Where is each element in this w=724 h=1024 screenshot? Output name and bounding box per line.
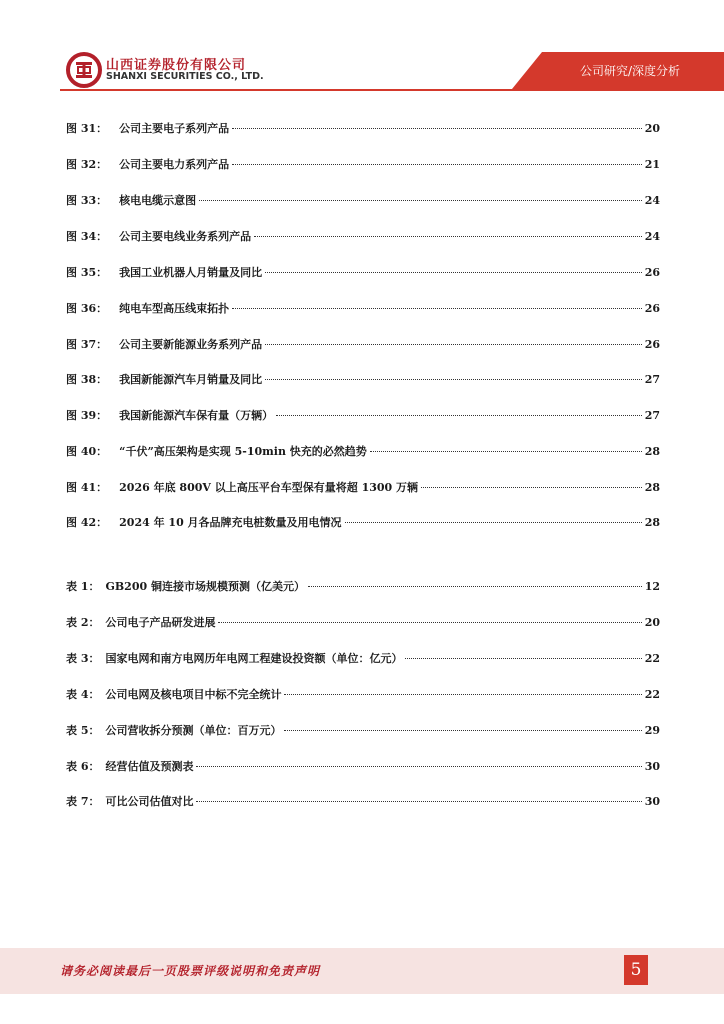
- toc-page: 29: [644, 724, 660, 737]
- page-header: [0, 0, 724, 100]
- toc-page: 22: [644, 652, 660, 665]
- toc-label: 表 5：: [66, 724, 100, 737]
- toc-label: 表 2：: [66, 616, 100, 629]
- toc-title: 公司电子产品研发进展: [105, 616, 216, 629]
- toc-label: 图 38：: [66, 373, 108, 386]
- disclaimer-notice: 请务必阅读最后一页股票评级说明和免责声明: [60, 964, 321, 978]
- toc-row-figure-33[interactable]: [66, 192, 660, 208]
- toc-title: 2024 年 10 月各品牌充电桩数量及用电情况: [119, 516, 342, 529]
- toc-label: 表 6：: [66, 760, 100, 773]
- toc-page: 24: [644, 194, 660, 207]
- toc-title: GB200 铜连接市场规模预测（亿美元）: [105, 580, 305, 593]
- toc-title: 核电电缆示意图: [119, 194, 197, 207]
- toc-page: 28: [644, 481, 660, 494]
- toc-row-figure-39[interactable]: [66, 407, 660, 423]
- report-type-label: 公司研究/深度分析: [579, 64, 680, 78]
- toc-label: 图 33：: [66, 194, 108, 207]
- toc-label: 图 41：: [66, 481, 108, 494]
- toc-label: 图 32：: [66, 158, 108, 171]
- toc-page: 22: [644, 688, 660, 701]
- toc-leader: [265, 379, 642, 380]
- toc-row-figure-31[interactable]: [66, 120, 660, 136]
- shanxi-securities-logo-icon: [66, 52, 102, 88]
- toc-row-table-5[interactable]: [66, 722, 660, 738]
- toc-label: 图 36：: [66, 302, 108, 315]
- toc-label: 图 42：: [66, 516, 108, 529]
- page-number: 5: [624, 955, 648, 985]
- toc-page: 12: [644, 580, 660, 593]
- toc-row-table-1[interactable]: [66, 578, 660, 594]
- toc-label: 图 37：: [66, 338, 108, 351]
- toc-title: 国家电网和南方电网历年电网工程建设投资额（单位：亿元）: [105, 652, 403, 665]
- toc-row-figure-40[interactable]: [66, 443, 660, 459]
- toc-label: 图 35：: [66, 266, 108, 279]
- header-divider: [60, 89, 724, 91]
- toc-title: 经营估值及预测表: [105, 760, 194, 773]
- toc-row-figure-35[interactable]: [66, 264, 660, 280]
- toc-leader: [276, 415, 642, 416]
- toc-leader: [232, 308, 642, 309]
- toc-title: 纯电车型高压线束拓扑: [119, 302, 230, 315]
- toc-page: 30: [644, 760, 660, 773]
- toc-page: 26: [644, 266, 660, 279]
- toc-title: “千伏”高压架构是实现 5-10min 快充的必然趋势: [119, 445, 367, 458]
- toc-row-figure-41[interactable]: [66, 479, 660, 495]
- company-name-en: SHANXI SECURITIES CO., LTD.: [106, 71, 264, 82]
- toc-leader: [196, 766, 641, 767]
- toc-title: 公司主要新能源业务系列产品: [119, 338, 263, 351]
- toc-page: 26: [644, 302, 660, 315]
- toc-leader: [254, 236, 642, 237]
- toc-leader: [199, 200, 642, 201]
- toc-row-figure-34[interactable]: [66, 228, 660, 244]
- toc-label: 图 39：: [66, 409, 108, 422]
- toc-title: 公司主要电线业务系列产品: [119, 230, 252, 243]
- toc-page: 28: [644, 445, 660, 458]
- toc-title: 我国新能源汽车保有量（万辆）: [119, 409, 274, 422]
- toc-title: 我国工业机器人月销量及同比: [119, 266, 263, 279]
- toc-row-table-7[interactable]: [66, 793, 660, 809]
- toc-title: 2026 年底 800V 以上高压平台车型保有量将超 1300 万辆: [119, 481, 419, 494]
- toc-leader: [405, 658, 641, 659]
- toc-page: 30: [644, 795, 660, 808]
- toc-label: 图 34：: [66, 230, 108, 243]
- toc-leader: [284, 694, 641, 695]
- toc-leader: [218, 622, 641, 623]
- toc-title: 公司主要电子系列产品: [119, 122, 230, 135]
- toc-title: 公司主要电力系列产品: [119, 158, 230, 171]
- toc-title: 我国新能源汽车月销量及同比: [119, 373, 263, 386]
- toc-label: 表 7：: [66, 795, 100, 808]
- toc-leader: [265, 344, 642, 345]
- toc-leader: [284, 730, 641, 731]
- toc-page: 26: [644, 338, 660, 351]
- toc-row-figure-37[interactable]: [66, 336, 660, 352]
- toc-page: 27: [644, 373, 660, 386]
- toc-page: 21: [644, 158, 660, 171]
- toc-leader: [370, 451, 642, 452]
- company-name-cn: 山西证券股份有限公司: [106, 58, 247, 73]
- toc-leader: [232, 128, 642, 129]
- toc-leader: [421, 487, 642, 488]
- toc-page: 28: [644, 516, 660, 529]
- toc-title: 公司营收拆分预测（单位：百万元）: [105, 724, 282, 737]
- toc-leader: [308, 586, 642, 587]
- toc-row-figure-42[interactable]: [66, 514, 660, 530]
- toc-page: 20: [644, 616, 660, 629]
- toc-leader: [196, 801, 641, 802]
- toc-row-table-6[interactable]: [66, 758, 660, 774]
- toc-leader: [232, 164, 642, 165]
- toc-title: 可比公司估值对比: [105, 795, 194, 808]
- toc-row-figure-32[interactable]: [66, 156, 660, 172]
- toc-page: 27: [644, 409, 660, 422]
- toc-leader: [345, 522, 642, 523]
- toc-label: 图 31：: [66, 122, 108, 135]
- toc-row-figure-38[interactable]: [66, 371, 660, 387]
- toc-row-figure-36[interactable]: [66, 300, 660, 316]
- toc-label: 图 40：: [66, 445, 108, 458]
- toc-row-table-2[interactable]: [66, 614, 660, 630]
- toc-title: 公司电网及核电项目中标不完全统计: [105, 688, 282, 701]
- toc-label: 表 1：: [66, 580, 100, 593]
- toc-row-table-4[interactable]: [66, 686, 660, 702]
- toc-label: 表 3：: [66, 652, 100, 665]
- toc-page: 20: [644, 122, 660, 135]
- toc-label: 表 4：: [66, 688, 100, 701]
- toc-row-table-3[interactable]: [66, 650, 660, 666]
- toc-leader: [265, 272, 642, 273]
- toc-page: 24: [644, 230, 660, 243]
